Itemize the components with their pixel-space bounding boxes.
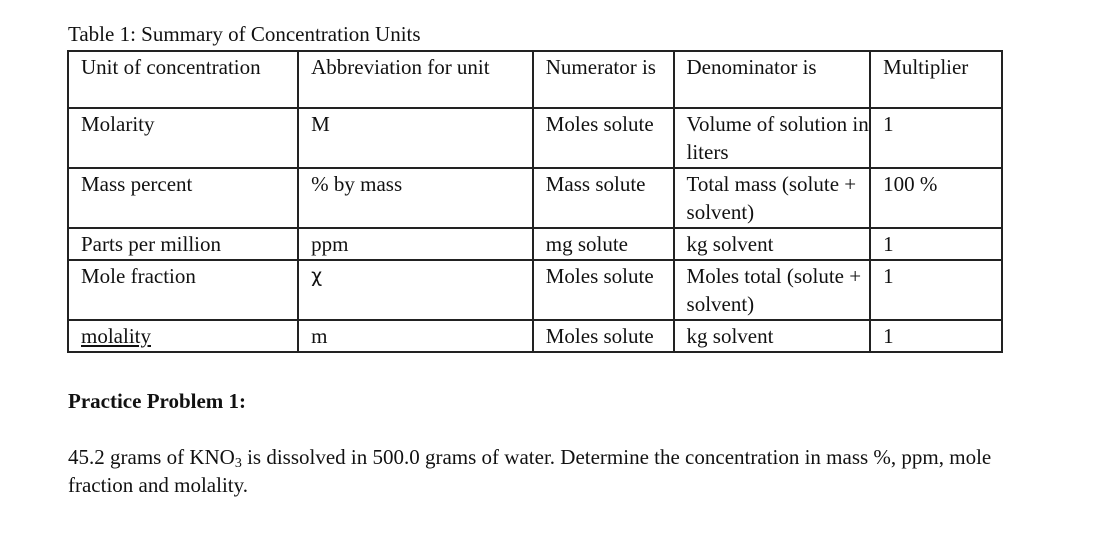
table-row xyxy=(68,168,1002,228)
cell-abbreviation: % by mass xyxy=(298,168,533,228)
practice-problem-title: Practice Problem 1: xyxy=(68,389,247,413)
table-row xyxy=(68,320,1002,352)
header-abbreviation: Abbreviation for unit xyxy=(298,51,533,108)
cell-numerator: mg solute xyxy=(533,228,674,260)
cell-multiplier: 1 xyxy=(870,228,1002,260)
header-multiplier: Multiplier xyxy=(870,51,1002,108)
cell-abbreviation: m xyxy=(298,320,533,352)
header-denominator: Denominator is xyxy=(674,51,871,108)
cell-unit: Mole fraction xyxy=(68,260,298,320)
table-row xyxy=(68,228,1002,260)
header-unit-of-concentration: Unit of concentration xyxy=(68,51,298,108)
cell-denominator: Moles total (solute + solvent) xyxy=(674,260,871,320)
cell-numerator: Moles solute xyxy=(533,260,674,320)
cell-unit: Molarity xyxy=(68,108,298,168)
cell-abbreviation: ppm xyxy=(298,228,533,260)
cell-unit: Mass percent xyxy=(68,168,298,228)
cell-multiplier: 1 xyxy=(870,260,1002,320)
cell-abbreviation: M xyxy=(298,108,533,168)
cell-abbreviation: χ xyxy=(298,260,533,320)
cell-denominator: Volume of solution in liters xyxy=(674,108,871,168)
cell-denominator: kg solvent xyxy=(674,228,871,260)
cell-unit: Parts per million xyxy=(68,228,298,260)
concentration-units-table xyxy=(67,50,1003,353)
practice-problem-text xyxy=(68,443,1028,499)
table-row xyxy=(68,260,1002,320)
problem-text-start: 45.2 grams of KNO xyxy=(68,445,235,469)
cell-denominator: kg solvent xyxy=(674,320,871,352)
cell-numerator: Moles solute xyxy=(533,108,674,168)
table-caption: Table 1: Summary of Concentration Units xyxy=(68,22,421,46)
table-header-row xyxy=(68,51,1002,108)
cell-numerator: Mass solute xyxy=(533,168,674,228)
table-row xyxy=(68,108,1002,168)
problem-text-end: is dissolved in 500.0 grams of water. Determine the concentration in mass %, ppm, mole fraction and molality. xyxy=(68,445,992,497)
cell-multiplier: 1 xyxy=(870,108,1002,168)
cell-unit: molality xyxy=(68,320,298,352)
cell-multiplier: 100 % xyxy=(870,168,1002,228)
cell-numerator: Moles solute xyxy=(533,320,674,352)
cell-denominator: Total mass (solute + solvent) xyxy=(674,168,871,228)
header-numerator: Numerator is xyxy=(533,51,674,108)
formula-subscript: 3 xyxy=(234,456,242,471)
cell-multiplier: 1 xyxy=(870,320,1002,352)
